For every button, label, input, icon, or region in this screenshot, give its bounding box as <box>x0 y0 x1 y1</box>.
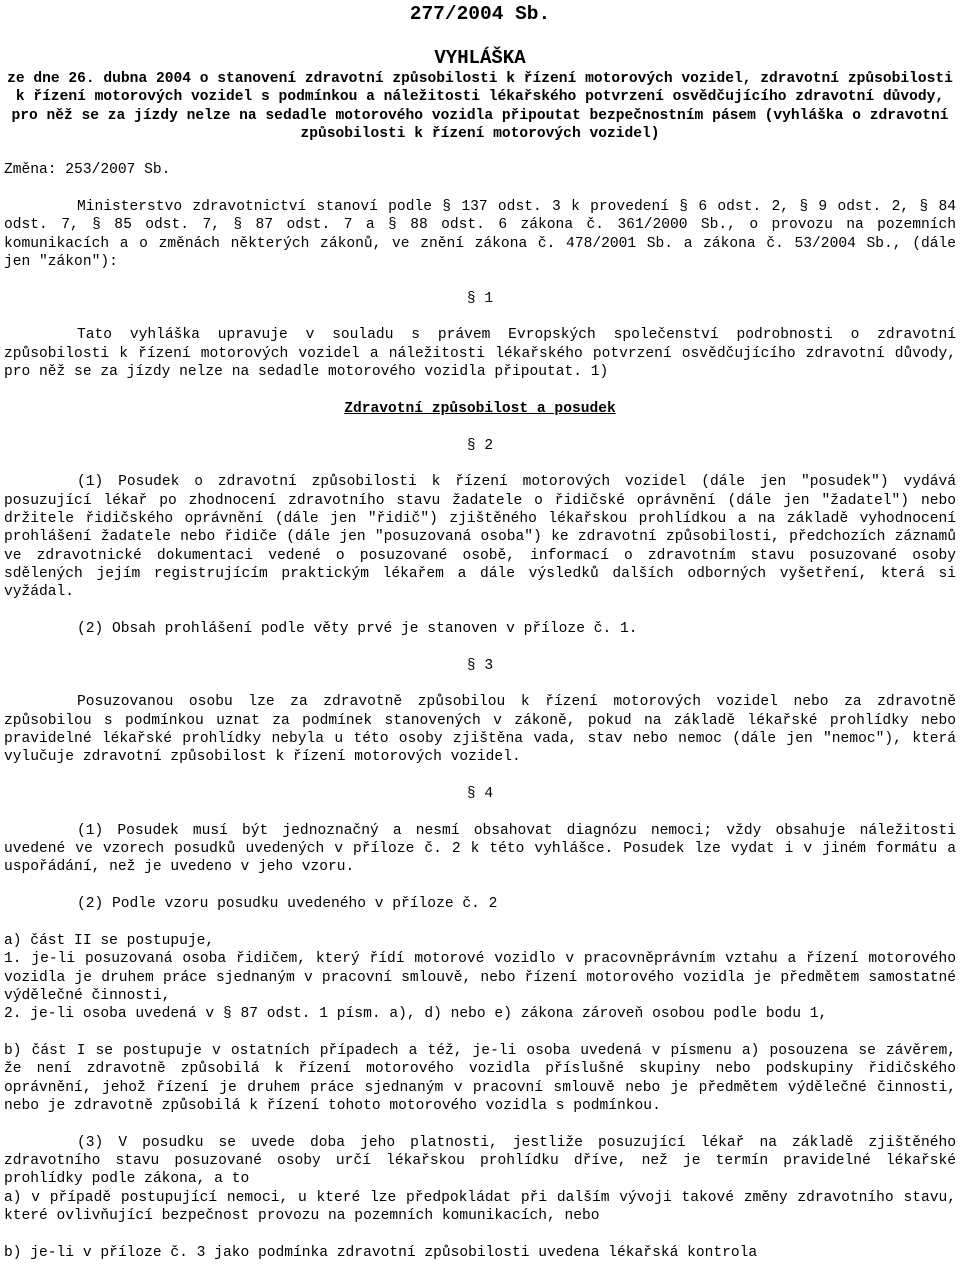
section-2-paragraph-1: (1) Posudek o zdravotní způsobilosti k řízení motorových vozidel (dále jen "posudek") vydává posuzující lékař po zhodnocení zdravotního stavu žadatele o řidičské oprávnění (dále jen "žadatel") nebo držitele řidičského oprávnění (dále jen "řidič") zjištěného lékařskou prohlídkou a na základě vyhodnocení prohlášení žadatele nebo řidiče (dále jen "posuzovaná osoba") ke zdravotní způsobilosti, předchozích záznamů ve zdravotnické dokumentaci vedené o posuzované osobě, informací o zdravotním stavu posuzované osoby sdělených jejím registrujícím praktickým lékařem a dále výsledků dalších odborných vyšetření, která si vyžádal. <box>4 474 956 601</box>
regulation-number: 277/2004 Sb. <box>409 3 551 25</box>
amendment-note: Změna: 253/2007 Sb. <box>4 162 171 179</box>
preamble: Ministerstvo zdravotnictví stanoví podle § 137 odst. 3 k provedení § 6 odst. 2, § 9 odst. 2, § 84 odst. 7, § 85 odst. 7, § 87 odst. 7 a § 88 odst. 6 zákona č. 361/2000 Sb., o provozu na pozemních komunikacích a o změnách některých zákonů, ve znění zákona č. 478/2001 Sb. a zákona č. 53/2004 Sb., (dále jen "zákon"): <box>4 199 956 271</box>
section-4-paragraph-3: (3) V posudku se uvede doba jeho platnosti, jestliže posuzující lékař na základě zjištěného zdravotního stavu posuzované osoby určí lékařskou prohlídku dříve, než je termín pravidelné lékařské prohlídky podle zákona, a to <box>4 1134 956 1188</box>
document-kind: VYHLÁŠKA <box>434 47 526 69</box>
section-2-paragraph-2: (2) Obsah prohlášení podle věty prvé je stanoven v příloze č. 1. <box>77 620 638 637</box>
section-4-paragraph-2: (2) Podle vzoru posudku uvedeného v příloze č. 2 <box>77 896 498 913</box>
section-4-paragraph-3-item-b: b) je-li v příloze č. 3 jako podmínka zdravotní způsobilosti uvedena lékařská kontrola <box>4 1244 758 1261</box>
section-4-item-b: b) část I se postupuje v ostatních případech a též, je-li osoba uvedená v písmenu a) posouzena se závěrem, že není zdravotně způsobilá k řízení motorového vozidla příslušné skupiny nebo podskupiny řidičského oprávnění, jehož řízení je druhem práce sjednaným v pracovní smlouvě nebo je předmětem výdělečné činnosti, nebo je zdravotně způsobilá k řízení tohoto motorového vozidla s podmínkou. <box>4 1042 956 1114</box>
section-4-label: § 4 <box>466 786 494 803</box>
document-page <box>4 0 956 1262</box>
document-title: ze dne 26. dubna 2004 o stanovení zdravotní způsobilosti k řízení motorových vozidel, zdravotní způsobilosti k řízení motorových vozidel s podmínkou a náležitosti lékařského potvrzení osvědčujícího zdravotní důvody, pro něž se za jízdy nelze na sedadle motorového vozidla připoutat bezpečnostním pásem (vyhláška o zdravotní způsobilosti k řízení motorových vozidel) <box>7 71 953 143</box>
section-1-label: § 1 <box>466 290 494 307</box>
section-3-text: Posuzovanou osobu lze za zdravotně způsobilou k řízení motorových vozidel nebo za zdravotně způsobilou s podmínkou uznat za podmínek stanovených v zákoně, pokud na základě lékařské prohlídky nebo pravidelné lékařské prohlídky nebyla u této osoby zjištěna vada, stav nebo nemoc (dále jen "nemoc"), která vylučuje zdravotní způsobilost k řízení motorových vozidel. <box>4 694 956 766</box>
section-4-item-a2: 2. je-li osoba uvedená v § 87 odst. 1 písm. a), d) nebo e) zákona zároveň osobou podle bodu 1, <box>4 1006 828 1023</box>
section-3-label: § 3 <box>466 657 494 674</box>
section-1-text: Tato vyhláška upravuje v souladu s právem Evropských společenství podrobnosti o zdravotní způsobilosti k řízení motorových vozidel a náležitosti lékařského potvrzení osvědčujícího zdravotní důvody, pro něž se za jízdy nelze na sedadle motorového vozidla připoutat. 1) <box>4 327 956 381</box>
section-4-item-a1: 1. je-li posuzovaná osoba řidičem, který řídí motorové vozidlo v pracovněprávním vztahu a řízení motorového vozidla je druhem práce sjednaným v pracovní smlouvě, nebo řízení motorového vozidla je předmětem samostatné výdělečné činnosti, <box>4 951 956 1004</box>
part-heading: Zdravotní způsobilost a posudek <box>344 400 616 417</box>
section-4-item-a: a) část II se postupuje, <box>4 932 215 949</box>
section-4-paragraph-1: (1) Posudek musí být jednoznačný a nesmí obsahovat diagnózu nemoci; vždy obsahuje náležitosti uvedené ve vzorech posudků uvedených v příloze č. 2 k této vyhlášce. Posudek lze vydat i v jiném formátu a uspořádání, než je uvedeno v jeho vzoru. <box>4 822 956 876</box>
section-2-label: § 2 <box>466 437 494 454</box>
section-4-paragraph-3-item-a: a) v případě postupující nemoci, u které lze předpokládat při dalším vývoji takové změny zdravotního stavu, které ovlivňující bezpečnost provozu na pozemních komunikacích, nebo <box>4 1189 956 1224</box>
